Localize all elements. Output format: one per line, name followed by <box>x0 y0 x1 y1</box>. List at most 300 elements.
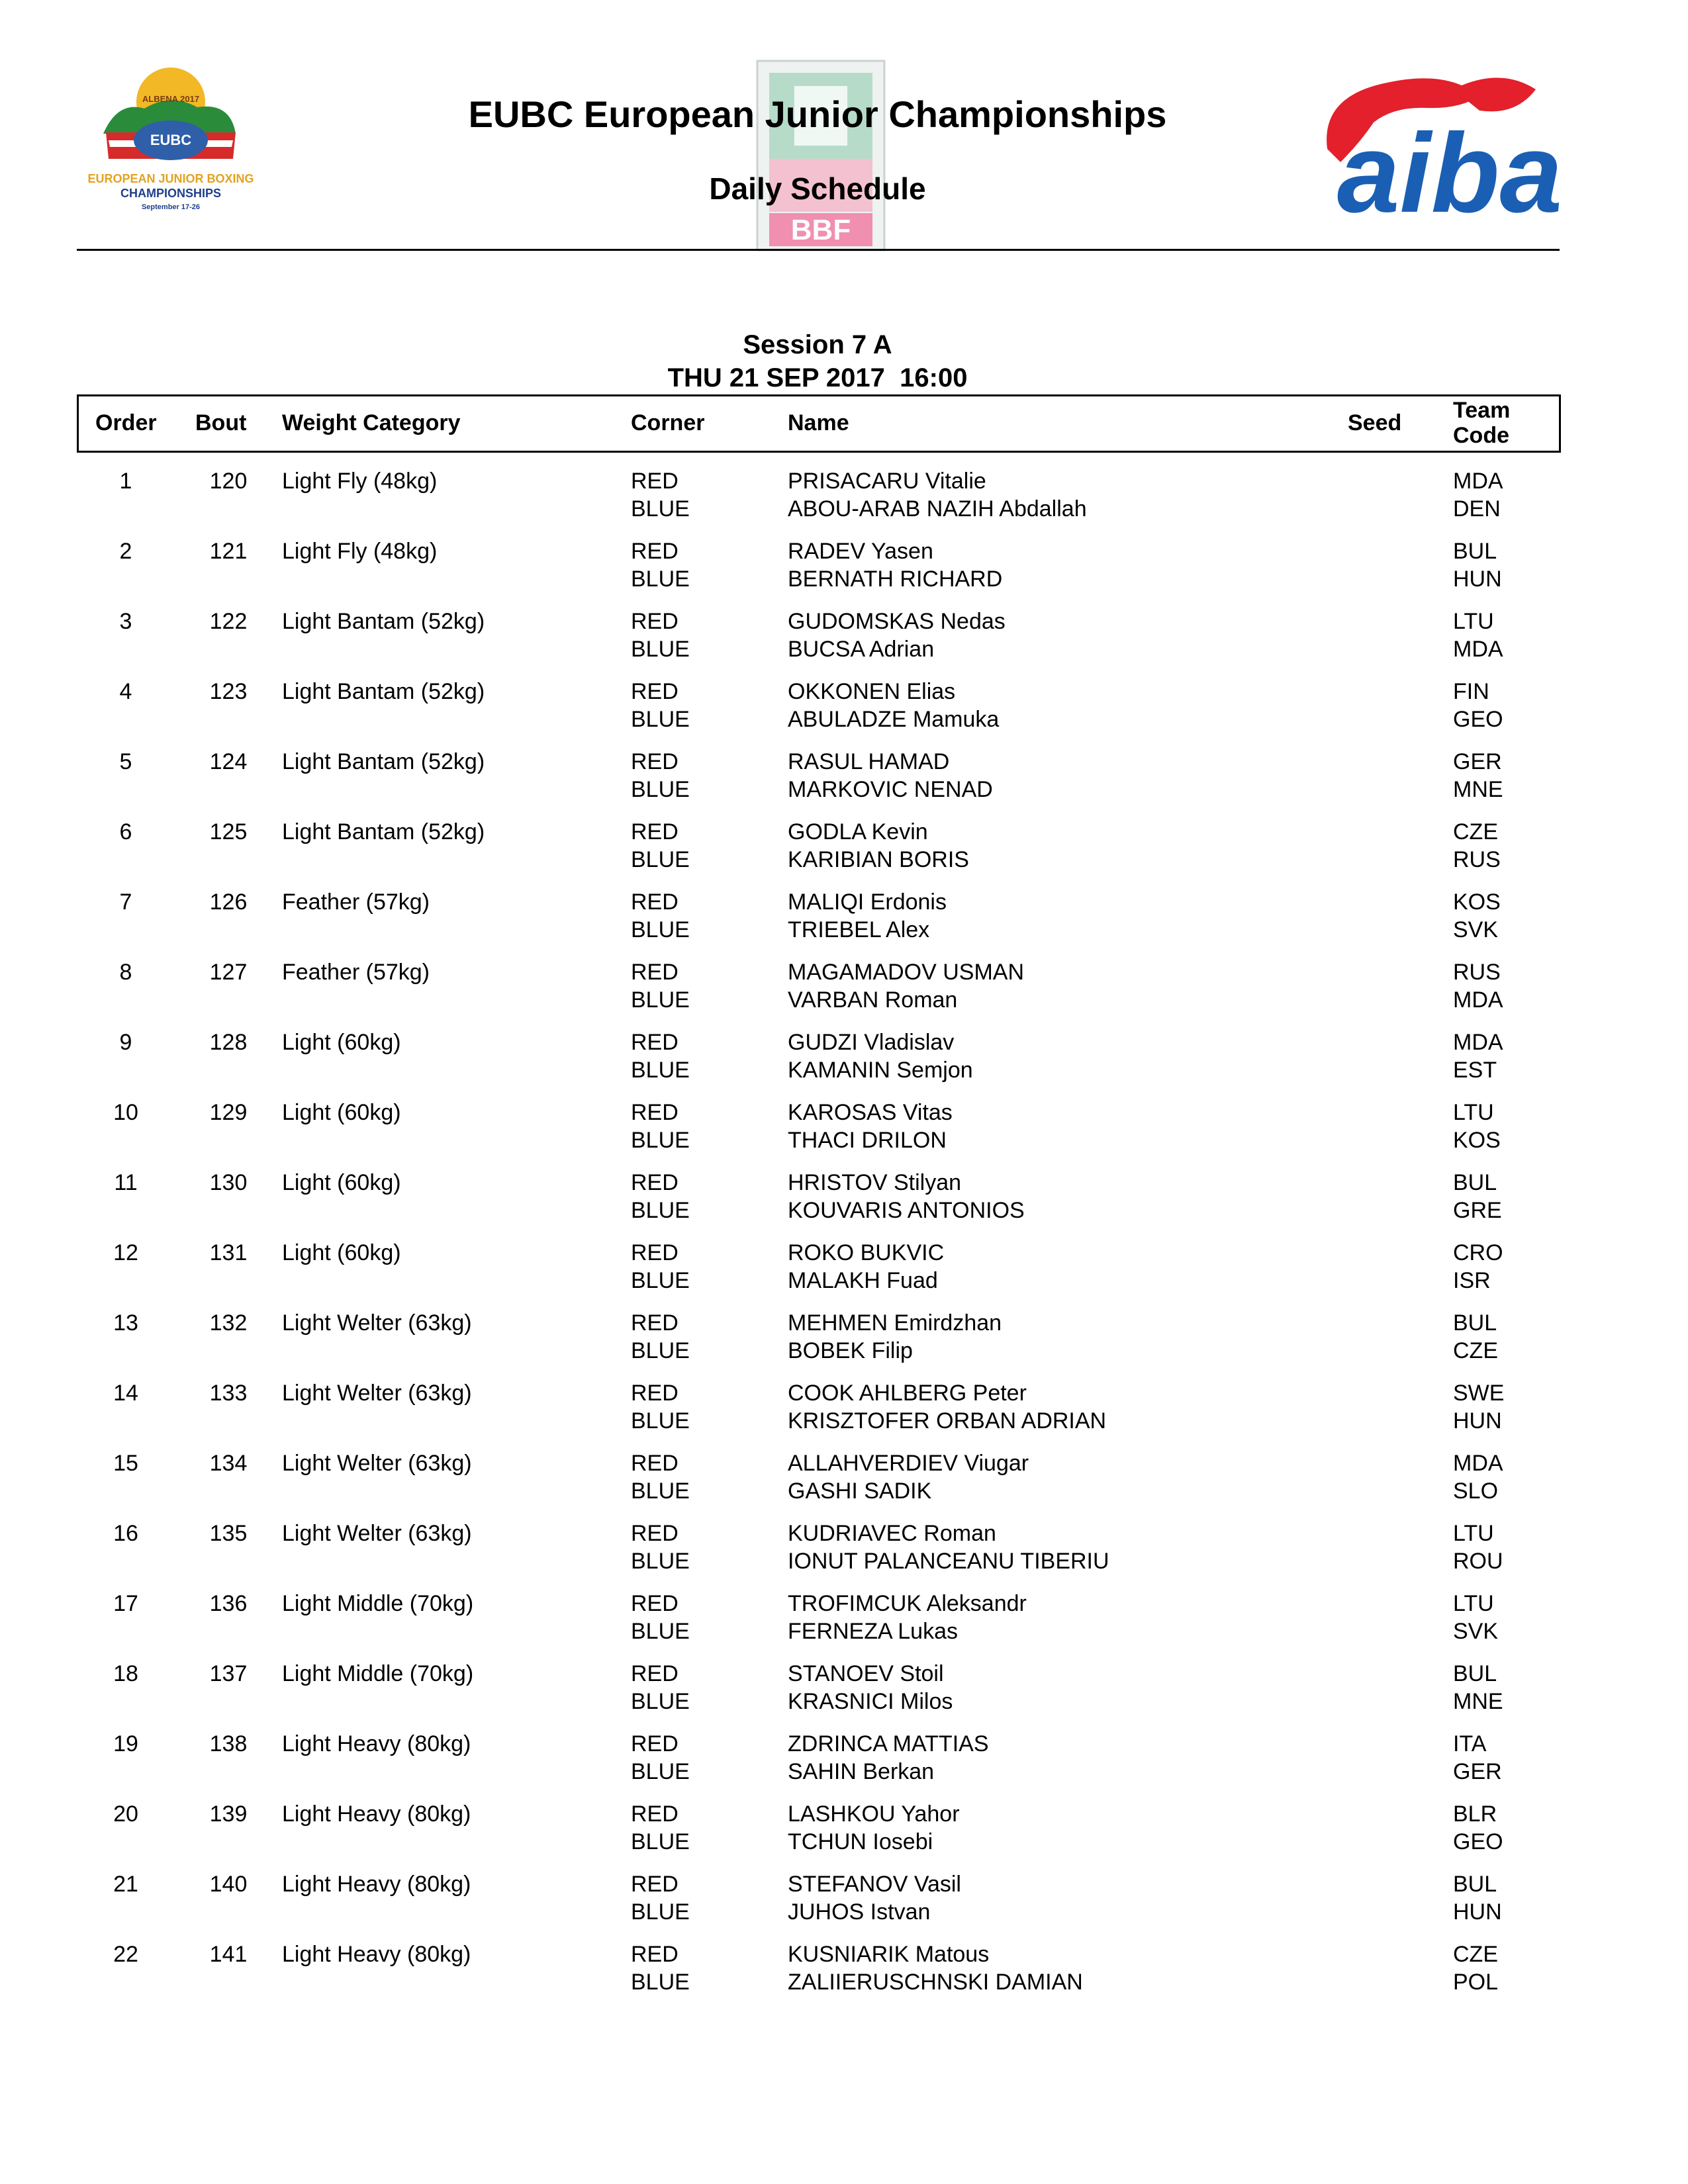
blue-corner: BLUE <box>631 1058 690 1083</box>
bout-order <box>93 1449 159 1477</box>
red-team-codes: CRO <box>1453 1240 1503 1265</box>
weight-category-value: Feather (57kg) <box>282 960 430 985</box>
weight-category <box>282 678 485 705</box>
table-row <box>0 958 1688 1028</box>
red-boxer-names: GUDOMSKAS Nedas <box>788 609 1006 634</box>
red-boxer-names: KUSNIARIK Matous <box>788 1942 990 1967</box>
bout-number <box>199 1660 258 1688</box>
blue-team-codes: DEN <box>1453 496 1501 522</box>
red-corner: RED <box>631 1661 679 1686</box>
red-team-codes: GER <box>1453 749 1502 774</box>
boxer-names <box>788 818 969 874</box>
red-boxer-names: ALLAHVERDIEV Viugar <box>788 1451 1029 1476</box>
weight-category <box>282 1028 401 1056</box>
bout-number <box>199 958 258 986</box>
weight-category <box>282 818 485 846</box>
blue-team-codes: GEO <box>1453 707 1503 732</box>
bout-number <box>199 1099 258 1126</box>
team-codes <box>1453 748 1503 803</box>
red-team-codes: BLR <box>1453 1801 1497 1827</box>
weight-category-value: Light Bantam (52kg) <box>282 749 485 774</box>
table-row <box>0 1099 1688 1169</box>
corner <box>631 888 690 944</box>
svg-text:September 17-26: September 17-26 <box>141 203 201 211</box>
blue-boxer-names: TCHUN Iosebi <box>788 1829 933 1854</box>
corner <box>631 1520 690 1575</box>
weight-category <box>282 748 485 776</box>
svg-text:ALBENA 2017: ALBENA 2017 <box>142 94 200 104</box>
table-row <box>0 467 1688 537</box>
bout-order-value: 2 <box>119 539 132 564</box>
corner <box>631 1379 690 1435</box>
bout-order-value: 15 <box>113 1451 138 1476</box>
bout-number <box>199 1169 258 1197</box>
bout-number-value: 123 <box>209 679 248 704</box>
team-codes <box>1453 1590 1498 1645</box>
team-codes <box>1453 1870 1502 1926</box>
team-codes <box>1453 1800 1503 1856</box>
weight-category-value: Light Heavy (80kg) <box>282 1731 471 1756</box>
blue-team-codes: HUN <box>1453 1408 1502 1433</box>
weight-category-value: Light Heavy (80kg) <box>282 1942 471 1967</box>
red-boxer-names: STANOEV Stoil <box>788 1661 944 1686</box>
red-team-codes: BUL <box>1453 539 1497 564</box>
red-corner: RED <box>631 960 679 985</box>
weight-category <box>282 1309 472 1337</box>
blue-boxer-names: KRISZTOFER ORBAN ADRIAN <box>788 1408 1107 1433</box>
bout-number <box>199 537 258 565</box>
bout-number <box>199 1028 258 1056</box>
bout-order <box>93 1028 159 1056</box>
bout-order <box>93 1940 159 1968</box>
blue-corner: BLUE <box>631 1829 690 1854</box>
blue-corner: BLUE <box>631 1198 690 1223</box>
session-datetime: THU 21 SEP 2017 16:00 <box>667 363 968 392</box>
corner <box>631 608 690 663</box>
bout-number-value: 124 <box>209 749 248 774</box>
bout-order-value: 8 <box>119 960 132 985</box>
blue-team-codes: GER <box>1453 1759 1502 1784</box>
weight-category-value: Light (60kg) <box>282 1170 401 1195</box>
red-boxer-names: GUDZI Vladislav <box>788 1030 955 1055</box>
blue-boxer-names: VARBAN Roman <box>788 987 958 1013</box>
bout-order-value: 19 <box>113 1731 138 1756</box>
table-row <box>0 1379 1688 1449</box>
red-corner: RED <box>631 1801 679 1827</box>
blue-corner: BLUE <box>631 637 690 662</box>
team-codes <box>1453 958 1503 1014</box>
boxer-names <box>788 537 1002 593</box>
weight-category <box>282 1800 471 1828</box>
blue-team-codes: GRE <box>1453 1198 1502 1223</box>
blue-team-codes: KOS <box>1453 1128 1501 1153</box>
table-row <box>0 1239 1688 1309</box>
table-row <box>0 748 1688 818</box>
weight-category <box>282 1379 472 1407</box>
weight-category <box>282 1449 472 1477</box>
weight-category-value: Light Bantam (52kg) <box>282 679 485 704</box>
blue-corner: BLUE <box>631 496 690 522</box>
header-order: Order <box>95 410 157 435</box>
team-codes <box>1453 1379 1504 1435</box>
blue-boxer-names: BOBEK Filip <box>788 1338 913 1363</box>
red-team-codes: LTU <box>1453 609 1494 634</box>
boxer-names <box>788 1028 973 1084</box>
boxer-names <box>788 1870 961 1926</box>
blue-corner: BLUE <box>631 1970 690 1995</box>
weight-category-value: Light Welter (63kg) <box>282 1451 472 1476</box>
red-boxer-names: ROKO BUKVIC <box>788 1240 945 1265</box>
bout-order-value: 6 <box>119 819 132 844</box>
team-codes <box>1453 1449 1503 1505</box>
red-boxer-names: RADEV Yasen <box>788 539 933 564</box>
blue-corner: BLUE <box>631 1549 690 1574</box>
bout-order <box>93 1169 159 1197</box>
red-team-codes: MDA <box>1453 469 1503 494</box>
blue-team-codes: MNE <box>1453 777 1503 802</box>
bout-number <box>199 608 258 635</box>
corner <box>631 1099 690 1154</box>
bout-order-value: 18 <box>113 1661 138 1686</box>
blue-team-codes: MNE <box>1453 1689 1503 1714</box>
bout-number <box>199 1940 258 1968</box>
boxer-names <box>788 1940 1083 1996</box>
svg-text:EUROPEAN JUNIOR BOXING: EUROPEAN JUNIOR BOXING <box>87 172 254 185</box>
boxer-names <box>788 1730 989 1786</box>
team-codes <box>1453 537 1502 593</box>
blue-corner: BLUE <box>631 777 690 802</box>
weight-category <box>282 1239 401 1267</box>
table-row <box>0 1309 1688 1379</box>
red-boxer-names: TROFIMCUK Aleksandr <box>788 1591 1027 1616</box>
red-boxer-names: STEFANOV Vasil <box>788 1872 961 1897</box>
table-row <box>0 888 1688 958</box>
header-weight: Weight Category <box>282 410 461 435</box>
session-info <box>0 328 1635 394</box>
weight-category <box>282 1169 401 1197</box>
blue-team-codes: HUN <box>1453 1899 1502 1925</box>
weight-category-value: Light Welter (63kg) <box>282 1310 472 1336</box>
bout-number-value: 131 <box>209 1240 248 1265</box>
blue-team-codes: GEO <box>1453 1829 1503 1854</box>
header-team-code: Team Code <box>1453 398 1511 448</box>
boxer-names <box>788 748 993 803</box>
team-codes <box>1453 1169 1502 1224</box>
bbf-federation-logo <box>755 60 887 251</box>
bout-order <box>93 888 159 916</box>
weight-category-value: Light Heavy (80kg) <box>282 1872 471 1897</box>
corner <box>631 1800 690 1856</box>
corner <box>631 748 690 803</box>
blue-corner: BLUE <box>631 1128 690 1153</box>
red-team-codes: LTU <box>1453 1100 1494 1125</box>
red-team-codes: CZE <box>1453 819 1498 844</box>
team-codes <box>1453 1660 1503 1715</box>
bout-order-value: 14 <box>113 1381 138 1406</box>
red-team-codes: MDA <box>1453 1451 1503 1476</box>
bout-number-value: 130 <box>209 1170 248 1195</box>
bout-number <box>199 818 258 846</box>
table-row <box>0 1520 1688 1590</box>
table-row <box>0 678 1688 748</box>
blue-team-codes: EST <box>1453 1058 1497 1083</box>
blue-team-codes: HUN <box>1453 567 1502 592</box>
weight-category <box>282 958 430 986</box>
bout-number-value: 121 <box>209 539 248 564</box>
weight-category <box>282 1590 473 1617</box>
bout-number-value: 129 <box>209 1100 248 1125</box>
blue-boxer-names: BERNATH RICHARD <box>788 567 1003 592</box>
red-corner: RED <box>631 1731 679 1756</box>
team-codes <box>1453 1239 1503 1295</box>
table-row <box>0 608 1688 678</box>
blue-boxer-names: KOUVARIS ANTONIOS <box>788 1198 1025 1223</box>
weight-category-value: Light Middle (70kg) <box>282 1661 474 1686</box>
red-boxer-names: PRISACARU Vitalie <box>788 469 986 494</box>
weight-category <box>282 1870 471 1898</box>
bout-number <box>199 1800 258 1828</box>
red-boxer-names: MAGAMADOV USMAN <box>788 960 1025 985</box>
red-corner: RED <box>631 889 679 915</box>
table-row <box>0 818 1688 888</box>
bout-number-value: 139 <box>209 1801 248 1827</box>
blue-boxer-names: IONUT PALANCEANU TIBERIU <box>788 1549 1109 1574</box>
team-codes <box>1453 1940 1498 1996</box>
weight-category <box>282 467 437 495</box>
team-codes <box>1453 1099 1501 1154</box>
bout-order <box>93 1660 159 1688</box>
bout-number <box>199 1520 258 1547</box>
blue-corner: BLUE <box>631 1899 690 1925</box>
red-team-codes: BUL <box>1453 1661 1497 1686</box>
bout-order-value: 9 <box>119 1030 132 1055</box>
red-boxer-names: RASUL HAMAD <box>788 749 950 774</box>
red-boxer-names: ZDRINCA MATTIAS <box>788 1731 989 1756</box>
bout-number <box>199 888 258 916</box>
blue-corner: BLUE <box>631 567 690 592</box>
blue-boxer-names: SAHIN Berkan <box>788 1759 935 1784</box>
blue-boxer-names: MARKOVIC NENAD <box>788 777 993 802</box>
red-corner: RED <box>631 1170 679 1195</box>
bout-number <box>199 1870 258 1898</box>
blue-corner: BLUE <box>631 917 690 942</box>
boxer-names <box>788 958 1024 1014</box>
bout-number-value: 122 <box>209 609 248 634</box>
red-corner: RED <box>631 1942 679 1967</box>
corner <box>631 1590 690 1645</box>
blue-corner: BLUE <box>631 1689 690 1714</box>
red-boxer-names: COOK AHLBERG Peter <box>788 1381 1027 1406</box>
blue-corner: BLUE <box>631 1479 690 1504</box>
boxer-names <box>788 1800 960 1856</box>
blue-boxer-names: FERNEZA Lukas <box>788 1619 958 1644</box>
weight-category <box>282 888 430 916</box>
corner <box>631 1449 690 1505</box>
red-corner: RED <box>631 1030 679 1055</box>
bout-order-value: 20 <box>113 1801 138 1827</box>
table-row <box>0 1169 1688 1239</box>
blue-corner: BLUE <box>631 1338 690 1363</box>
blue-team-codes: MDA <box>1453 987 1503 1013</box>
bout-number <box>199 1590 258 1617</box>
blue-boxer-names: KAMANIN Semjon <box>788 1058 973 1083</box>
bout-order-value: 3 <box>119 609 132 634</box>
boxer-names <box>788 1169 1025 1224</box>
red-team-codes: MDA <box>1453 1030 1503 1055</box>
bout-order <box>93 1239 159 1267</box>
weight-category-value: Feather (57kg) <box>282 889 430 915</box>
bout-number-value: 141 <box>209 1942 248 1967</box>
red-corner: RED <box>631 1381 679 1406</box>
red-corner: RED <box>631 819 679 844</box>
team-codes <box>1453 467 1503 523</box>
corner <box>631 1239 690 1295</box>
bout-order <box>93 1379 159 1407</box>
weight-category <box>282 1660 473 1688</box>
blue-boxer-names: ABULADZE Mamuka <box>788 707 1000 732</box>
bout-order <box>93 1590 159 1617</box>
red-team-codes: RUS <box>1453 960 1501 985</box>
blue-boxer-names: TRIEBEL Alex <box>788 917 930 942</box>
bout-number-value: 132 <box>209 1310 248 1336</box>
boxer-names <box>788 888 947 944</box>
bout-order <box>93 1309 159 1337</box>
header-name: Name <box>788 410 849 435</box>
red-team-codes: CZE <box>1453 1942 1498 1967</box>
boxer-names <box>788 1099 953 1154</box>
corner <box>631 1309 690 1365</box>
team-codes <box>1453 678 1503 733</box>
page-subtitle: Daily Schedule <box>709 171 926 206</box>
red-boxer-names: LASHKOU Yahor <box>788 1801 960 1827</box>
blue-team-codes: MDA <box>1453 637 1503 662</box>
red-team-codes: BUL <box>1453 1310 1497 1336</box>
table-row <box>0 1449 1688 1520</box>
red-boxer-names: KAROSAS Vitas <box>788 1100 953 1125</box>
blue-boxer-names: ZALIIERUSCHNSKI DAMIAN <box>788 1970 1083 1995</box>
weight-category-value: Light Welter (63kg) <box>282 1381 472 1406</box>
weight-category-value: Light (60kg) <box>282 1240 401 1265</box>
bout-number-value: 127 <box>209 960 248 985</box>
bout-number-value: 134 <box>209 1451 248 1476</box>
red-corner: RED <box>631 1872 679 1897</box>
bout-number <box>199 1449 258 1477</box>
weight-category <box>282 608 485 635</box>
bout-order-value: 7 <box>119 889 132 915</box>
weight-category-value: Light Bantam (52kg) <box>282 609 485 634</box>
blue-boxer-names: JUHOS Istvan <box>788 1899 931 1925</box>
boxer-names <box>788 1379 1106 1435</box>
blue-corner: BLUE <box>631 847 690 872</box>
red-boxer-names: HRISTOV Stilyan <box>788 1170 962 1195</box>
bout-number <box>199 748 258 776</box>
bout-order-value: 1 <box>119 469 132 494</box>
boxer-names <box>788 1660 953 1715</box>
blue-team-codes: POL <box>1453 1970 1499 1995</box>
bout-order-value: 16 <box>113 1521 138 1546</box>
table-header <box>77 394 1561 453</box>
red-boxer-names: MALIQI Erdonis <box>788 889 947 915</box>
blue-team-codes: ROU <box>1453 1549 1503 1574</box>
bout-number <box>199 1309 258 1337</box>
red-corner: RED <box>631 1451 679 1476</box>
bout-order <box>93 1800 159 1828</box>
boxer-names <box>788 467 1087 523</box>
bout-order-value: 4 <box>119 679 132 704</box>
svg-text:aiba: aiba <box>1336 111 1563 222</box>
boxer-names <box>788 1449 1029 1505</box>
bout-order <box>93 748 159 776</box>
blue-corner: BLUE <box>631 1619 690 1644</box>
bout-number <box>199 678 258 705</box>
header-divider <box>77 249 1560 251</box>
red-team-codes: LTU <box>1453 1521 1494 1546</box>
bout-order <box>93 537 159 565</box>
table-row <box>0 1028 1688 1099</box>
bout-order <box>93 1520 159 1547</box>
red-team-codes: LTU <box>1453 1591 1494 1616</box>
bout-order-value: 22 <box>113 1942 138 1967</box>
red-corner: RED <box>631 1100 679 1125</box>
corner <box>631 678 690 733</box>
team-codes <box>1453 888 1501 944</box>
bout-number <box>199 1379 258 1407</box>
red-boxer-names: OKKONEN Elias <box>788 679 956 704</box>
bout-number-value: 125 <box>209 819 248 844</box>
blue-team-codes: SVK <box>1453 1619 1499 1644</box>
team-codes <box>1453 1028 1503 1084</box>
blue-boxer-names: BUCSA Adrian <box>788 637 935 662</box>
team-codes <box>1453 818 1501 874</box>
weight-category-value: Light Bantam (52kg) <box>282 819 485 844</box>
blue-boxer-names: GASHI SADIK <box>788 1479 932 1504</box>
blue-corner: BLUE <box>631 1268 690 1293</box>
bout-number-value: 137 <box>209 1661 248 1686</box>
weight-category-value: Light (60kg) <box>282 1030 401 1055</box>
weight-category-value: Light Welter (63kg) <box>282 1521 472 1546</box>
red-corner: RED <box>631 1591 679 1616</box>
bout-order <box>93 1099 159 1126</box>
bout-number <box>199 1730 258 1758</box>
bout-order-value: 21 <box>113 1872 138 1897</box>
weight-category-value: Light Heavy (80kg) <box>282 1801 471 1827</box>
bout-order-value: 12 <box>113 1240 138 1265</box>
bout-number-value: 133 <box>209 1381 248 1406</box>
weight-category <box>282 1940 471 1968</box>
bout-number <box>199 467 258 495</box>
red-boxer-names: GODLA Kevin <box>788 819 928 844</box>
weight-category-value: Light Middle (70kg) <box>282 1591 474 1616</box>
bout-number-value: 138 <box>209 1731 248 1756</box>
corner <box>631 1660 690 1715</box>
table-row <box>0 1940 1688 2011</box>
team-codes <box>1453 1520 1503 1575</box>
bout-order-value: 11 <box>114 1170 138 1195</box>
red-boxer-names: MEHMEN Emirdzhan <box>788 1310 1002 1336</box>
bout-number-value: 128 <box>209 1030 248 1055</box>
boxer-names <box>788 1590 1027 1645</box>
bout-number-value: 120 <box>209 469 248 494</box>
corner <box>631 1940 690 1996</box>
header-seed: Seed <box>1348 410 1402 435</box>
corner <box>631 1169 690 1224</box>
boxer-names <box>788 678 999 733</box>
blue-corner: BLUE <box>631 987 690 1013</box>
team-codes <box>1453 1309 1498 1365</box>
team-codes <box>1453 608 1503 663</box>
weight-category-value: Light (60kg) <box>282 1100 401 1125</box>
blue-team-codes: CZE <box>1453 1338 1498 1363</box>
